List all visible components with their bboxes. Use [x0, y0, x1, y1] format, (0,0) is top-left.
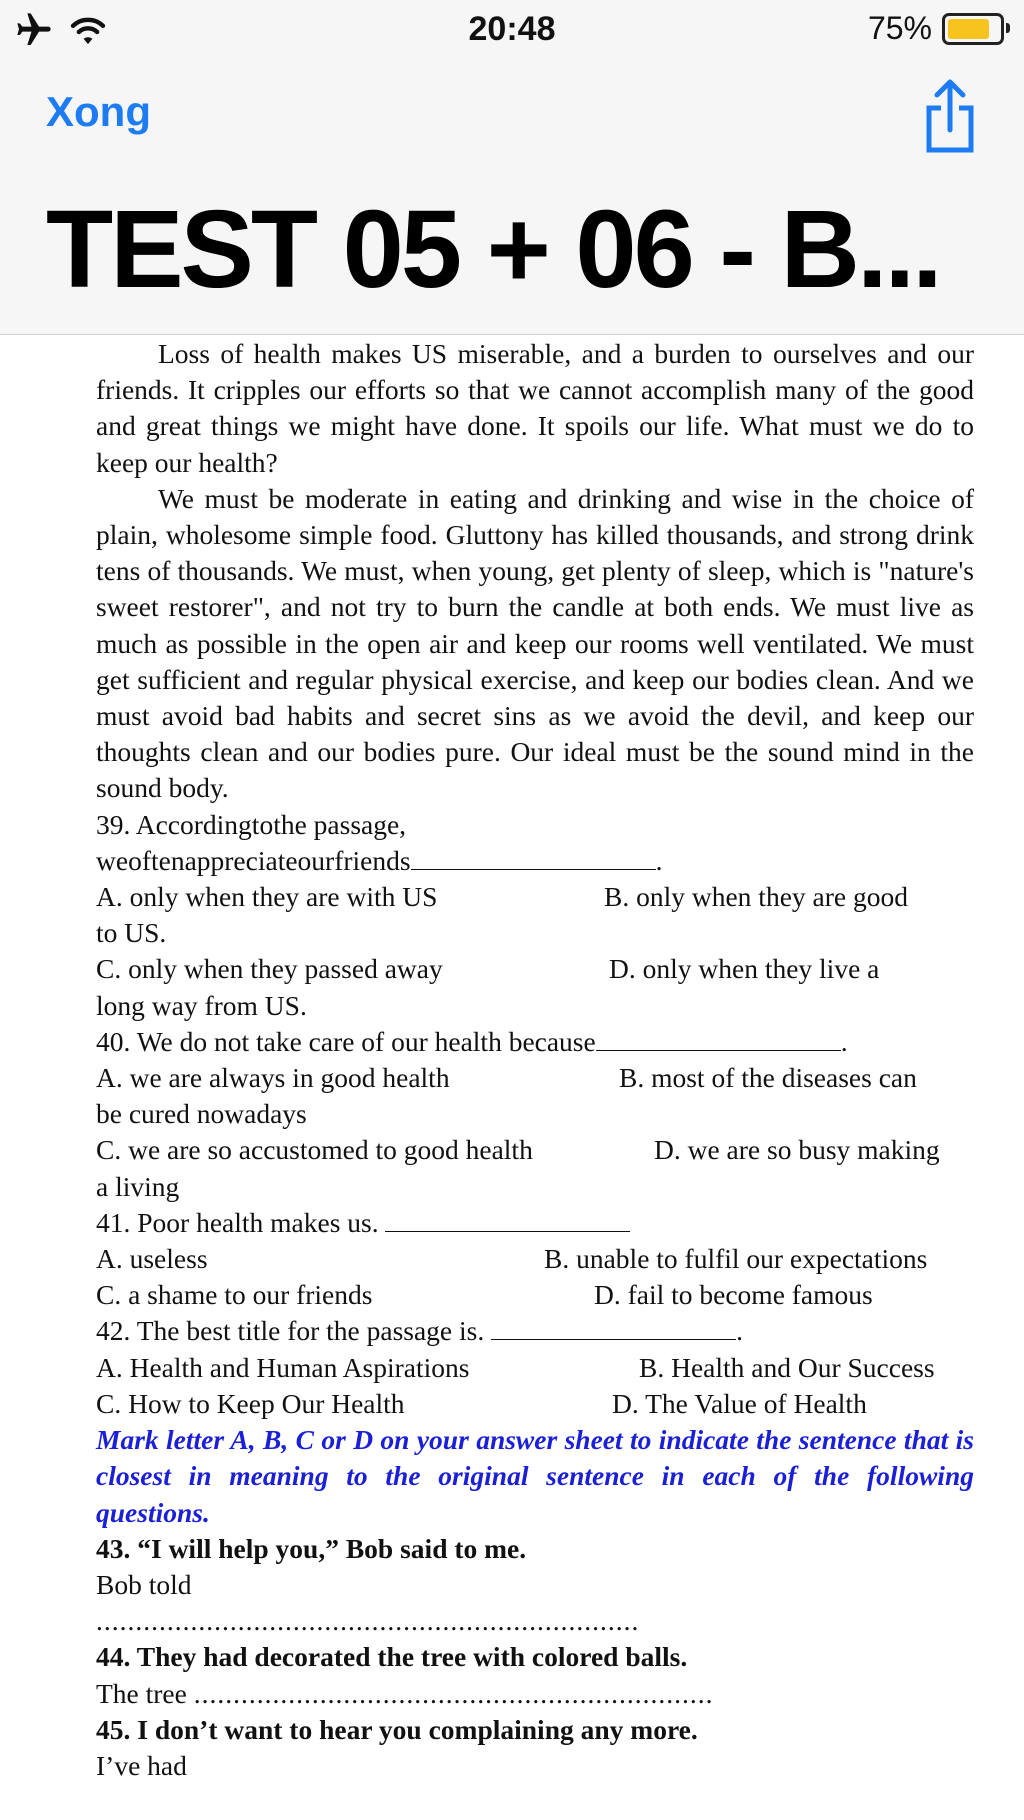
- q45-stem: 45. I don’t want to hear you complaining any more.: [96, 1713, 698, 1745]
- q40-option-d: D. we are so busy making: [654, 1134, 940, 1166]
- q39-option-c: C. only when they passed away: [96, 953, 443, 985]
- section-instruction: Mark letter A, B, C or D on your answer sheet to indicate the sentence that is closest in meaning to the original sentence in each of the following questions.: [96, 1424, 974, 1528]
- q42-options-ab: [96, 1350, 974, 1386]
- q42-option-c: C. How to Keep Our Health: [96, 1387, 405, 1419]
- q39-options-cd: [96, 951, 974, 987]
- answer-blank: [491, 1319, 736, 1340]
- q41-stem: 41. Poor health makes us.: [96, 1206, 379, 1238]
- q41-option-b: B. unable to fulfil our expectations: [544, 1243, 928, 1275]
- status-right: [868, 10, 1004, 47]
- q39-option-d: D. only when they live a: [609, 953, 880, 985]
- q42-option-d: D. The Value of Health: [612, 1387, 867, 1419]
- answer-blank: [411, 849, 656, 870]
- share-icon[interactable]: [920, 76, 980, 156]
- q40-options-cd: [96, 1132, 974, 1168]
- q41-stem-line: [96, 1205, 974, 1241]
- battery-percentage: 75%: [867, 10, 932, 46]
- q42-option-a: A. Health and Human Aspirations: [96, 1351, 470, 1383]
- q40-option-d-wrap: a living: [96, 1170, 180, 1202]
- q42-stem-line: 42. The best title for the passage is. .: [96, 1315, 743, 1347]
- q39-options-ab: [96, 879, 974, 915]
- document-page[interactable]: [96, 310, 974, 1784]
- q40-option-a: A. we are always in good health: [96, 1062, 450, 1094]
- q42-options-cd: [96, 1386, 974, 1422]
- q41-option-c: C. a shame to our friends: [96, 1279, 373, 1311]
- q41-option-d: D. fail to become famous: [594, 1279, 873, 1311]
- q41-options-cd: [96, 1277, 974, 1313]
- answer-blank: [385, 1211, 630, 1232]
- q43-answer-line: .....................................................................: [96, 1605, 640, 1637]
- status-bar: [0, 0, 1024, 58]
- document-title: TEST 05 + 06 - B...: [46, 188, 940, 311]
- q39-option-b-wrap: to US.: [96, 917, 167, 949]
- q39-option-b: B. only when they are good: [604, 881, 908, 913]
- q44-line: [96, 1676, 974, 1712]
- q39-stem-line1: 39. Accordingtothe passage,: [96, 808, 407, 840]
- paragraph-1: Loss of health makes US miserable, and a burden to ourselves and our friends. It cripples our efforts so that we cannot accomplish many of the good and great things we might have done. It spoils our life. What must we do to keep our health?: [96, 338, 974, 478]
- q41-options-ab: [96, 1241, 974, 1277]
- q42-option-b: B. Health and Our Success: [639, 1351, 935, 1383]
- reader-header: [0, 0, 1024, 335]
- q40-option-b: B. most of the diseases can: [619, 1062, 917, 1094]
- q42-stem: 42. The best title for the passage is.: [96, 1315, 485, 1347]
- q41-option-a: A. useless: [96, 1243, 208, 1275]
- q39-option-a: A. only when they are with US: [96, 881, 438, 913]
- battery-icon: [942, 13, 1004, 45]
- q44-start: The tree: [96, 1677, 187, 1709]
- q39-stem: weoftenappreciateourfriends: [96, 844, 411, 876]
- status-time: 20:48: [468, 10, 556, 48]
- q39-stem-line2: weoftenappreciateourfriends .: [96, 844, 663, 876]
- q40-stem: 40. We do not take care of our health because: [96, 1025, 596, 1057]
- q43-stem: 43. “I will help you,” Bob said to me.: [96, 1532, 527, 1564]
- q39-option-d-wrap: long way from US.: [96, 989, 307, 1021]
- paragraph-2: We must be moderate in eating and drinking and wise in the choice of plain, wholesome simple food. Gluttony has killed thousands, and strong drink tens of thousands. We must, when young, get plenty of sleep, which is "nature's sweet restorer", and not try to burn the candle at both ends. We must live as much as possible in the open air and keep our rooms well ventilated. We must get sufficient and regular physical exercise, and keep our bodies clean. And we must avoid bad habits and secret sins as we avoid the devil, and keep our thoughts clean and our bodies pure. Our ideal must be the sound mind in the sound body.: [96, 482, 974, 804]
- q45-start: I’ve had: [96, 1749, 187, 1781]
- done-button[interactable]: Xong: [46, 88, 151, 135]
- q44-answer-line: ..................................................................: [193, 1677, 714, 1709]
- q40-stem-line: 40. We do not take care of our health because .: [96, 1025, 848, 1057]
- q40-option-c: C. we are so accustomed to good health: [96, 1134, 533, 1166]
- q44-stem: 44. They had decorated the tree with colored balls.: [96, 1641, 688, 1673]
- q40-options-ab: [96, 1060, 974, 1096]
- q43-start: Bob told: [96, 1568, 192, 1600]
- answer-blank: [596, 1030, 841, 1051]
- q40-option-b-wrap: be cured nowadays: [96, 1098, 307, 1130]
